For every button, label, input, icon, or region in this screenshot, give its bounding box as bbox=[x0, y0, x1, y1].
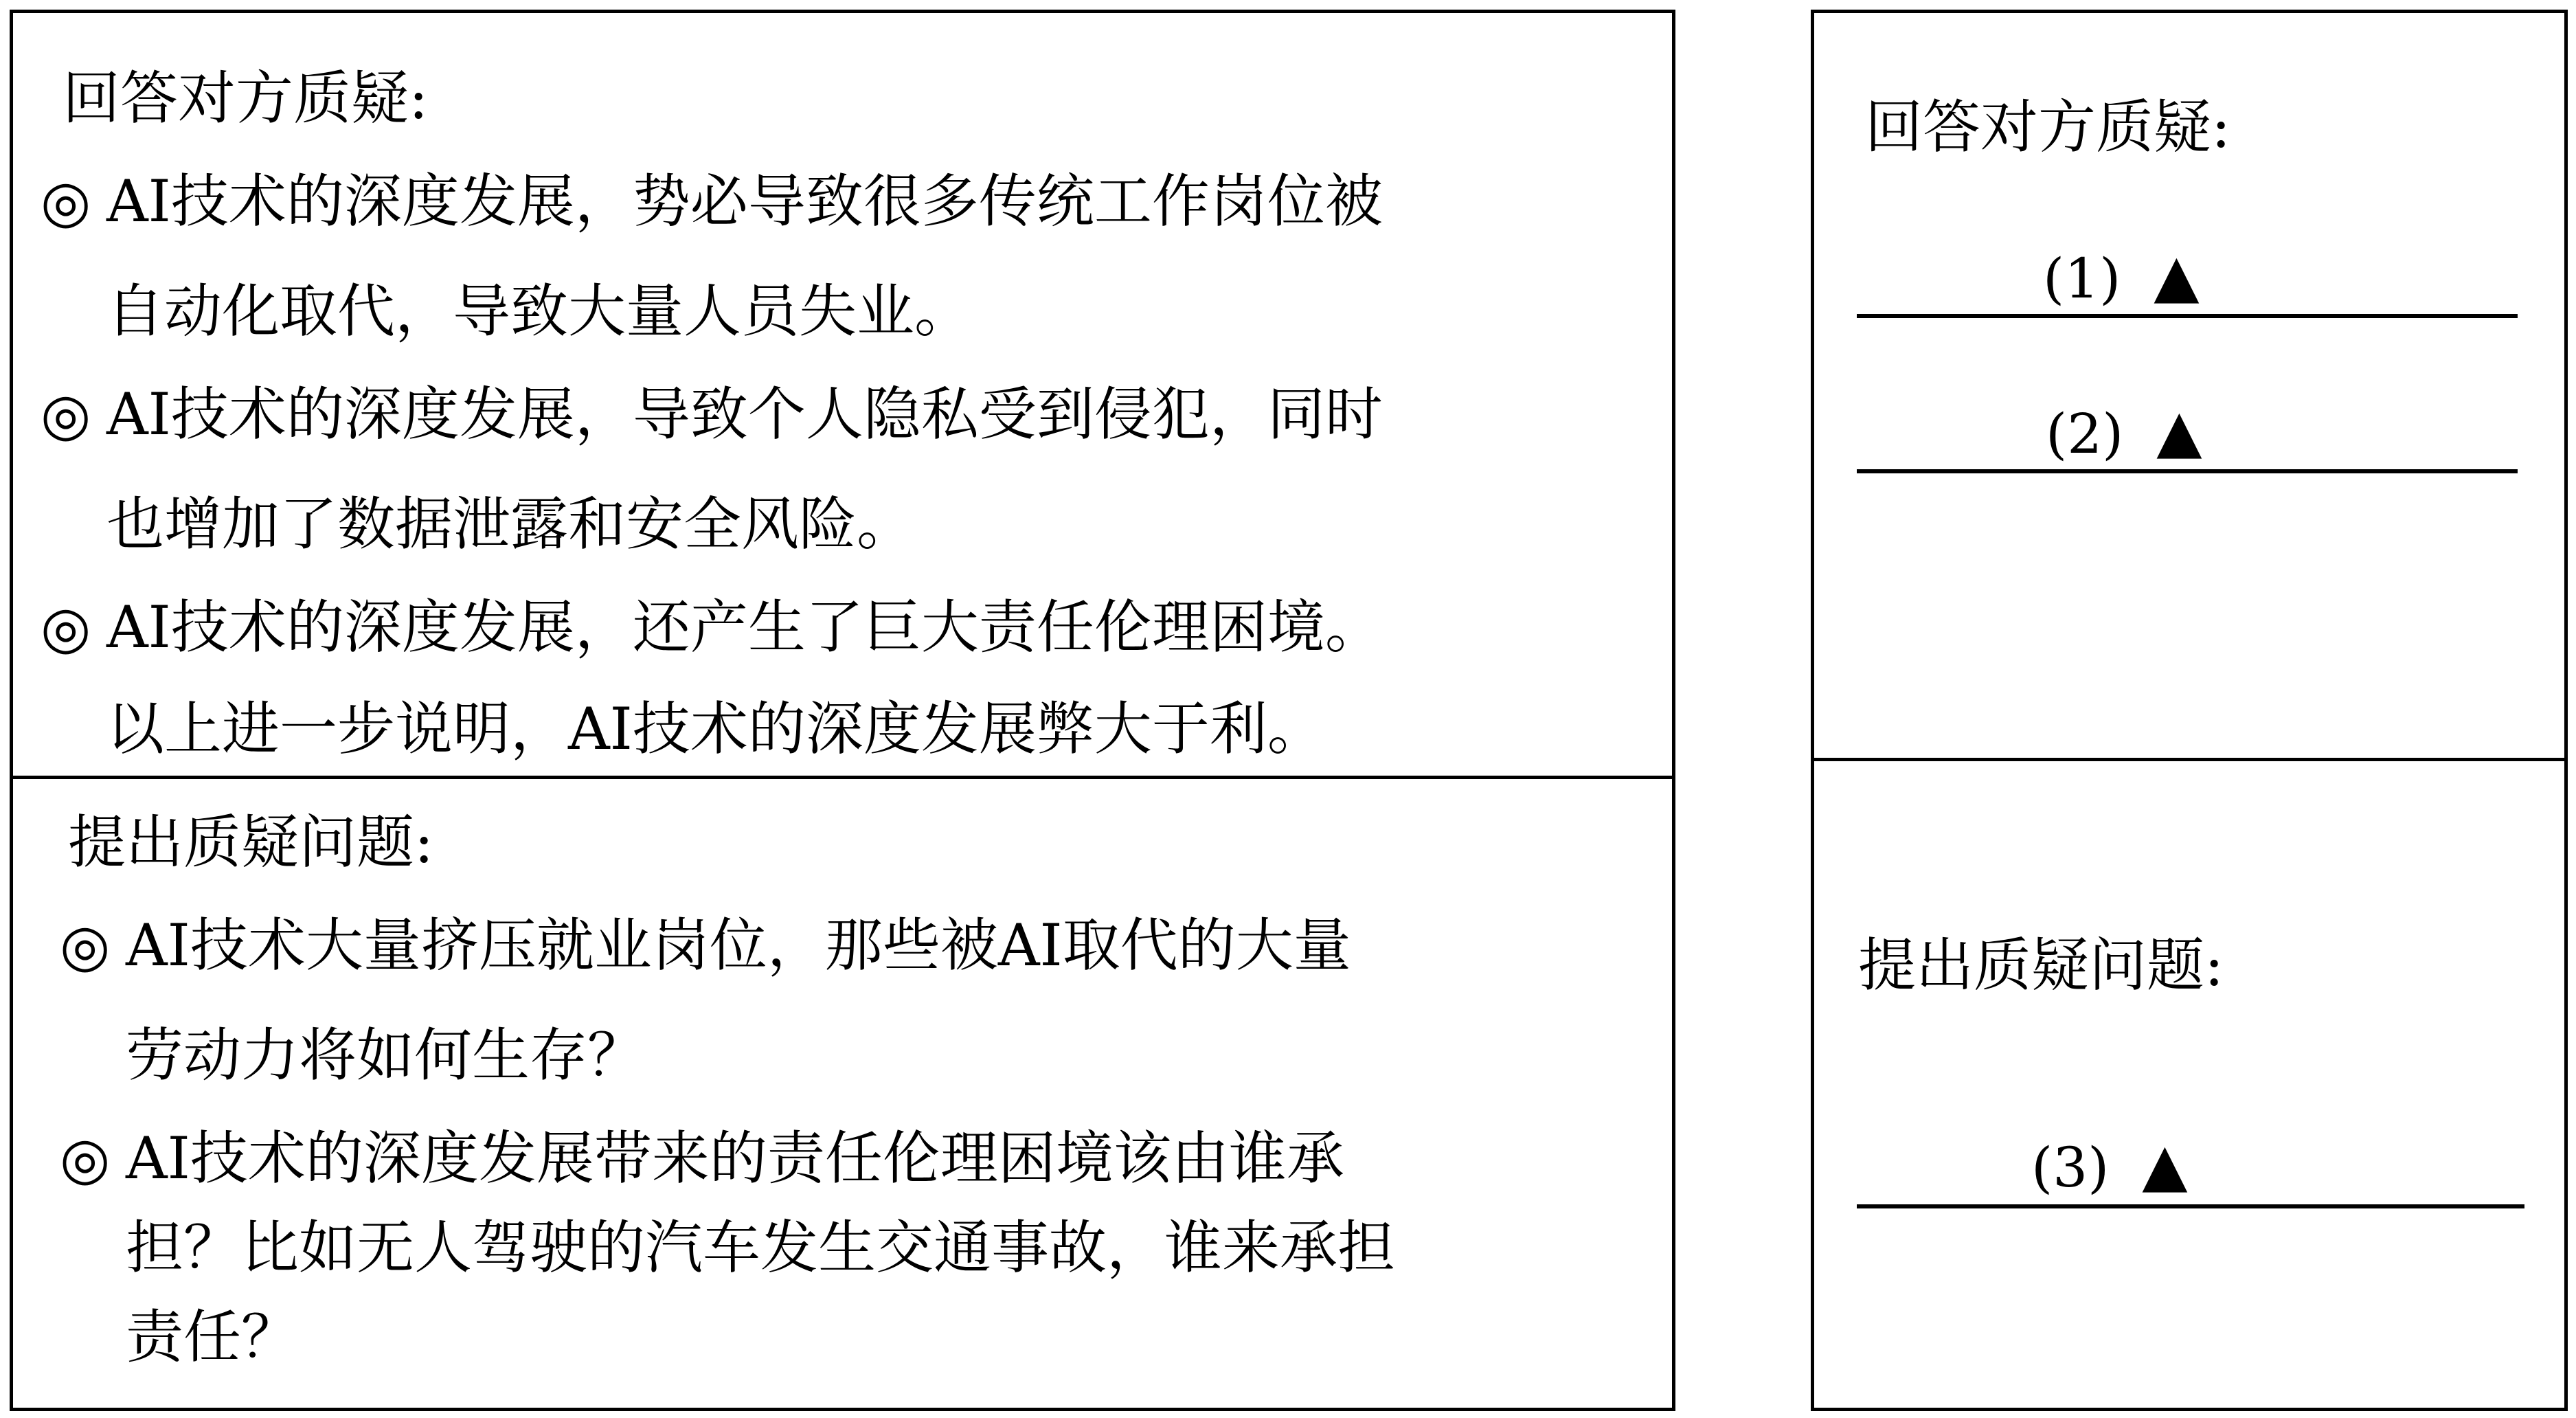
rebuttal-heading: 回答对方质疑: bbox=[63, 65, 429, 132]
blank-1-label: (1) ▲ bbox=[2043, 242, 2200, 311]
rebuttal-bullet-1-line2: 自动化取代，导致大量人员失业。 bbox=[106, 278, 973, 345]
rebuttal-bullet-2-line2: 也增加了数据泄露和安全风险。 bbox=[106, 491, 915, 558]
question-bullet-2-line3: 责任？ bbox=[126, 1303, 300, 1371]
blank-2-answer-line[interactable] bbox=[1857, 469, 2518, 473]
question-bullet-2-line2: 担？比如无人驾驶的汽车发生交通事故，谁来承担 bbox=[126, 1214, 1396, 1281]
blank-3-label: (3) ▲ bbox=[2031, 1131, 2188, 1200]
answer-top-heading: 回答对方质疑: bbox=[1865, 93, 2231, 161]
question-bullet-1-line2: 劳动力将如何生存？ bbox=[126, 1022, 646, 1089]
question-bullet-2-line1: ◎ AI技术的深度发展带来的责任伦理困境该由谁承 bbox=[60, 1125, 1344, 1192]
questions-heading: 提出质疑问题: bbox=[68, 809, 434, 876]
triangle-icon: ▲ bbox=[2142, 1131, 2188, 1200]
triangle-icon: ▲ bbox=[2154, 242, 2200, 311]
rebuttal-bullet-3-line1: ◎ AI技术的深度发展，还产生了巨大责任伦理困境。 bbox=[41, 594, 1383, 661]
blank-2-label: (2) ▲ bbox=[2046, 397, 2202, 466]
answer-form-box bbox=[1811, 10, 2568, 1411]
blank-3-answer-line[interactable] bbox=[1857, 1204, 2524, 1208]
bullet-mark-icon: ◎ bbox=[60, 1125, 111, 1192]
blank-1-answer-line[interactable] bbox=[1857, 314, 2518, 318]
section-divider bbox=[1814, 758, 2564, 761]
rebuttal-box bbox=[10, 10, 1675, 779]
bullet-mark-icon: ◎ bbox=[41, 381, 91, 448]
bullet-mark-icon: ◎ bbox=[60, 912, 111, 979]
question-bullet-1-line1: ◎ AI技术大量挤压就业岗位，那些被AI取代的大量 bbox=[60, 912, 1351, 979]
answer-bottom-heading: 提出质疑问题: bbox=[1858, 932, 2224, 999]
triangle-icon: ▲ bbox=[2156, 397, 2202, 466]
rebuttal-bullet-2-line1: ◎ AI技术的深度发展，导致个人隐私受到侵犯，同时 bbox=[41, 381, 1383, 448]
bullet-mark-icon: ◎ bbox=[41, 594, 91, 661]
questions-box bbox=[10, 776, 1675, 1411]
rebuttal-bullet-1-line1: ◎ AI技术的深度发展，势必导致很多传统工作岗位被 bbox=[41, 168, 1383, 235]
rebuttal-bullet-3-line2: 以上进一步说明，AI技术的深度发展弊大于利。 bbox=[106, 695, 1325, 763]
bullet-mark-icon: ◎ bbox=[41, 168, 91, 235]
